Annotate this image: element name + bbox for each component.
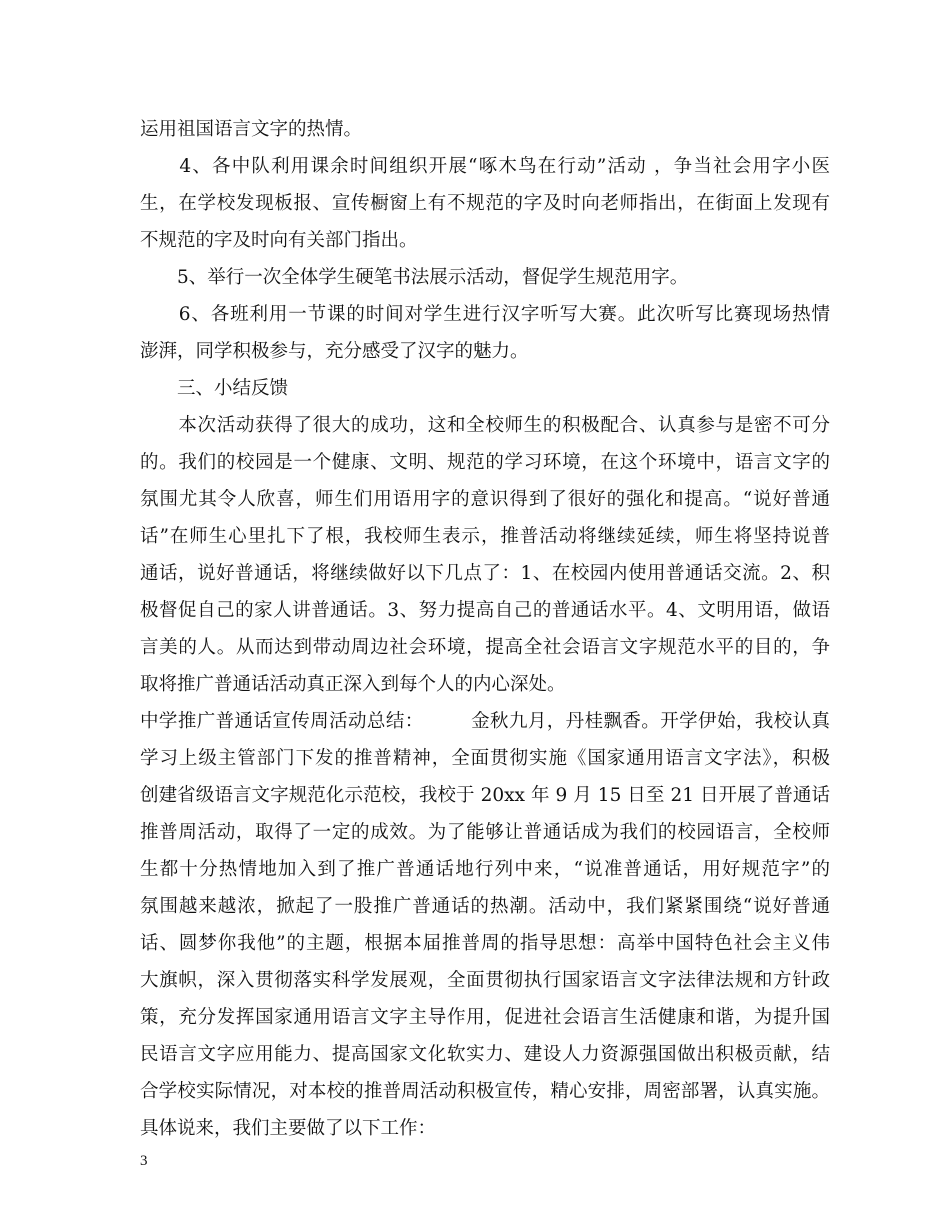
text-line: 运用祖国语言文字的热情。 bbox=[140, 119, 363, 140]
text-line: 生，在学校发现板报、宣传橱窗上有不规范的字及时向老师指出，在街面上发现有 bbox=[140, 193, 830, 214]
section-heading: 三、小结反馈 bbox=[140, 378, 289, 399]
text-line: 极督促自己的家人讲普通话。3、努力提高自己的普通话水平。4、文明用语，做语 bbox=[140, 600, 830, 621]
text-line: 学习上级主管部门下发的推普精神，全面贯彻实施《国家通用语言文字法》，积极 bbox=[140, 748, 830, 769]
text-line: 合学校实际情况，对本校的推普周活动积极宣传，精心安排，周密部署，认真实施。 bbox=[140, 1081, 830, 1102]
text-line: 澎湃，同学积极参与，充分感受了汉字的魅力。 bbox=[140, 341, 529, 362]
text-line: 的。我们的校园是一个健康、文明、规范的学习环境，在这个环境中，语言文字的 bbox=[140, 452, 830, 473]
text-line: 话”在师生心里扎下了根，我校师生表示，推普活动将继续延续，师生将坚持说普 bbox=[140, 526, 830, 547]
text-line: 本次活动获得了很大的成功，这和全校师生的积极配合、认真参与是密不可分 bbox=[140, 415, 830, 436]
text-line: 生都十分热情地加入到了推广普通话地行列中来，“说准普通话，用好规范字”的 bbox=[140, 859, 830, 880]
text-line: 言美的人。从而达到带动周边社会环境，提高全社会语言文字规范水平的目的，争 bbox=[140, 637, 830, 658]
text-line: 5、举行一次全体学生硬笔书法展示活动，督促学生规范用字。 bbox=[140, 267, 689, 288]
text-line: 推普周活动，取得了一定的成效。为了能够让普通话成为我们的校园语言，全校师 bbox=[140, 822, 830, 843]
text-line: 取将推广普通话活动真正深入到每个人的内心深处。 bbox=[140, 674, 566, 695]
text-line: 话、圆梦你我他”的主题，根据本届推普周的指导思想：高举中国特色社会主义伟 bbox=[140, 933, 830, 954]
text-line: 中学推广普通话宣传周活动总结： 金秋九月，丹桂飘香。开学伊始，我校认真 bbox=[140, 711, 830, 732]
text-line: 氛围尤其令人欣喜，师生们用语用字的意识得到了很好的强化和提高。“说好普通 bbox=[140, 489, 830, 510]
page-number: 3 bbox=[140, 1153, 148, 1169]
text-line: 大旗帜，深入贯彻落实科学发展观，全面贯彻执行国家语言文字法律法规和方针政 bbox=[140, 970, 830, 991]
text-line: 4、各中队利用课余时间组织开展“啄木鸟在行动”活动 ，争当社会用字小医 bbox=[140, 156, 830, 177]
text-line: 6、各班利用一节课的时间对学生进行汉字听写大赛。此次听写比赛现场热情 bbox=[140, 304, 830, 325]
text-line: 不规范的字及时向有关部门指出。 bbox=[140, 230, 418, 251]
text-line: 氛围越来越浓，掀起了一股推广普通话的热潮。活动中，我们紧紧围绕“说好普通 bbox=[140, 896, 830, 917]
text-line: 策，充分发挥国家通用语言文字主导作用，促进社会语言生活健康和谐，为提升国 bbox=[140, 1007, 830, 1028]
text-line: 通话，说好普通话，将继续做好以下几点了：1、在校园内使用普通话交流。2、积 bbox=[140, 563, 830, 584]
text-line: 民语言文字应用能力、提高国家文化软实力、建设人力资源强国做出积极贡献，结 bbox=[140, 1044, 830, 1065]
text-line: 具体说来，我们主要做了以下工作： bbox=[140, 1118, 437, 1139]
text-line: 创建省级语言文字规范化示范校，我校于 20xx 年 9 月 15 日至 21 日开展了普通话 bbox=[140, 785, 830, 806]
